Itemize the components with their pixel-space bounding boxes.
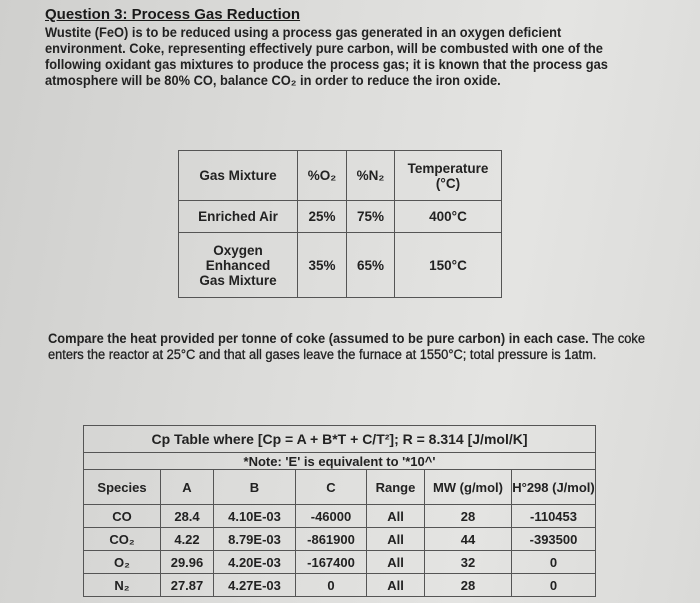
header-o2: %O₂ bbox=[298, 151, 347, 201]
cell: 4.22 bbox=[161, 528, 214, 551]
cell: O₂ bbox=[84, 551, 161, 574]
cell: 0 bbox=[512, 551, 596, 574]
table-row bbox=[84, 505, 596, 528]
cell: 27.87 bbox=[161, 574, 214, 597]
cell: N₂ bbox=[84, 574, 161, 597]
header-gas-mixture: Gas Mixture bbox=[179, 151, 298, 201]
cell: CO bbox=[84, 505, 161, 528]
cell: Oxygen Enhanced Gas Mixture bbox=[179, 233, 298, 298]
cell: 400°C bbox=[395, 201, 502, 233]
cell: All bbox=[367, 528, 425, 551]
task-emphasis: Compare the heat provided per tonne of coke (assumed to be pure carbon) in each case. bbox=[48, 331, 589, 346]
cell: 150°C bbox=[395, 233, 502, 298]
table-row bbox=[84, 528, 596, 551]
cell: 28 bbox=[425, 574, 512, 597]
cell: 4.27E-03 bbox=[214, 574, 296, 597]
cell: 25% bbox=[298, 201, 347, 233]
cell: 44 bbox=[425, 528, 512, 551]
question-title: Question 3: Process Gas Reduction bbox=[45, 6, 301, 23]
cell: All bbox=[367, 574, 425, 597]
header-c: C bbox=[296, 470, 367, 505]
header-mw: MW (g/mol) bbox=[425, 470, 512, 505]
cell: Enriched Air bbox=[179, 201, 298, 233]
cell: 4.20E-03 bbox=[214, 551, 296, 574]
cell: -861900 bbox=[296, 528, 367, 551]
cell: 8.79E-03 bbox=[214, 528, 296, 551]
table-row bbox=[179, 233, 502, 298]
cell: -110453 bbox=[512, 505, 596, 528]
header-species: Species bbox=[84, 470, 161, 505]
task-statement bbox=[48, 331, 648, 363]
table-row bbox=[84, 574, 596, 597]
cell: 32 bbox=[425, 551, 512, 574]
cell: CO₂ bbox=[84, 528, 161, 551]
cell: 35% bbox=[298, 233, 347, 298]
cell: 0 bbox=[296, 574, 367, 597]
header-range: Range bbox=[367, 470, 425, 505]
task-conditions: The coke enters the reactor at 25°C and that all gases leave the furnace at 1550°C; total pressure is 1atm. bbox=[48, 331, 645, 362]
header-h298: H°298 (J/mol) bbox=[512, 470, 596, 505]
cp-table bbox=[83, 425, 596, 597]
cp-table-title: Cp Table where [Cp = A + B*T + C/T²]; R = 8.314 [J/mol/K] bbox=[84, 426, 596, 453]
problem-statement: Wustite (FeO) is to be reduced using a process gas generated in an oxygen deficient environment. Coke, representing effectively pure carbon, will be combusted with one of the following oxidant gas mixtures to produce the process gas; it is known that the process gas atmosphere will be 80% CO, balance CO₂ in order to reduce the iron oxide. bbox=[45, 25, 608, 88]
cell: 4.10E-03 bbox=[214, 505, 296, 528]
table-row bbox=[179, 201, 502, 233]
cell: All bbox=[367, 505, 425, 528]
cell: 29.96 bbox=[161, 551, 214, 574]
header-b: B bbox=[214, 470, 296, 505]
cell: All bbox=[367, 551, 425, 574]
cell: -393500 bbox=[512, 528, 596, 551]
table-row bbox=[84, 551, 596, 574]
cell: 0 bbox=[512, 574, 596, 597]
cell: 28.4 bbox=[161, 505, 214, 528]
cell: -167400 bbox=[296, 551, 367, 574]
cell: 65% bbox=[347, 233, 395, 298]
header-temperature: Temperature (°C) bbox=[395, 151, 502, 201]
cp-table-note: *Note: 'E' is equivalent to '*10^' bbox=[84, 453, 596, 470]
header-n2: %N₂ bbox=[347, 151, 395, 201]
cell: 75% bbox=[347, 201, 395, 233]
cell: -46000 bbox=[296, 505, 367, 528]
header-a: A bbox=[161, 470, 214, 505]
cell: 28 bbox=[425, 505, 512, 528]
gas-mixture-table bbox=[178, 150, 502, 298]
